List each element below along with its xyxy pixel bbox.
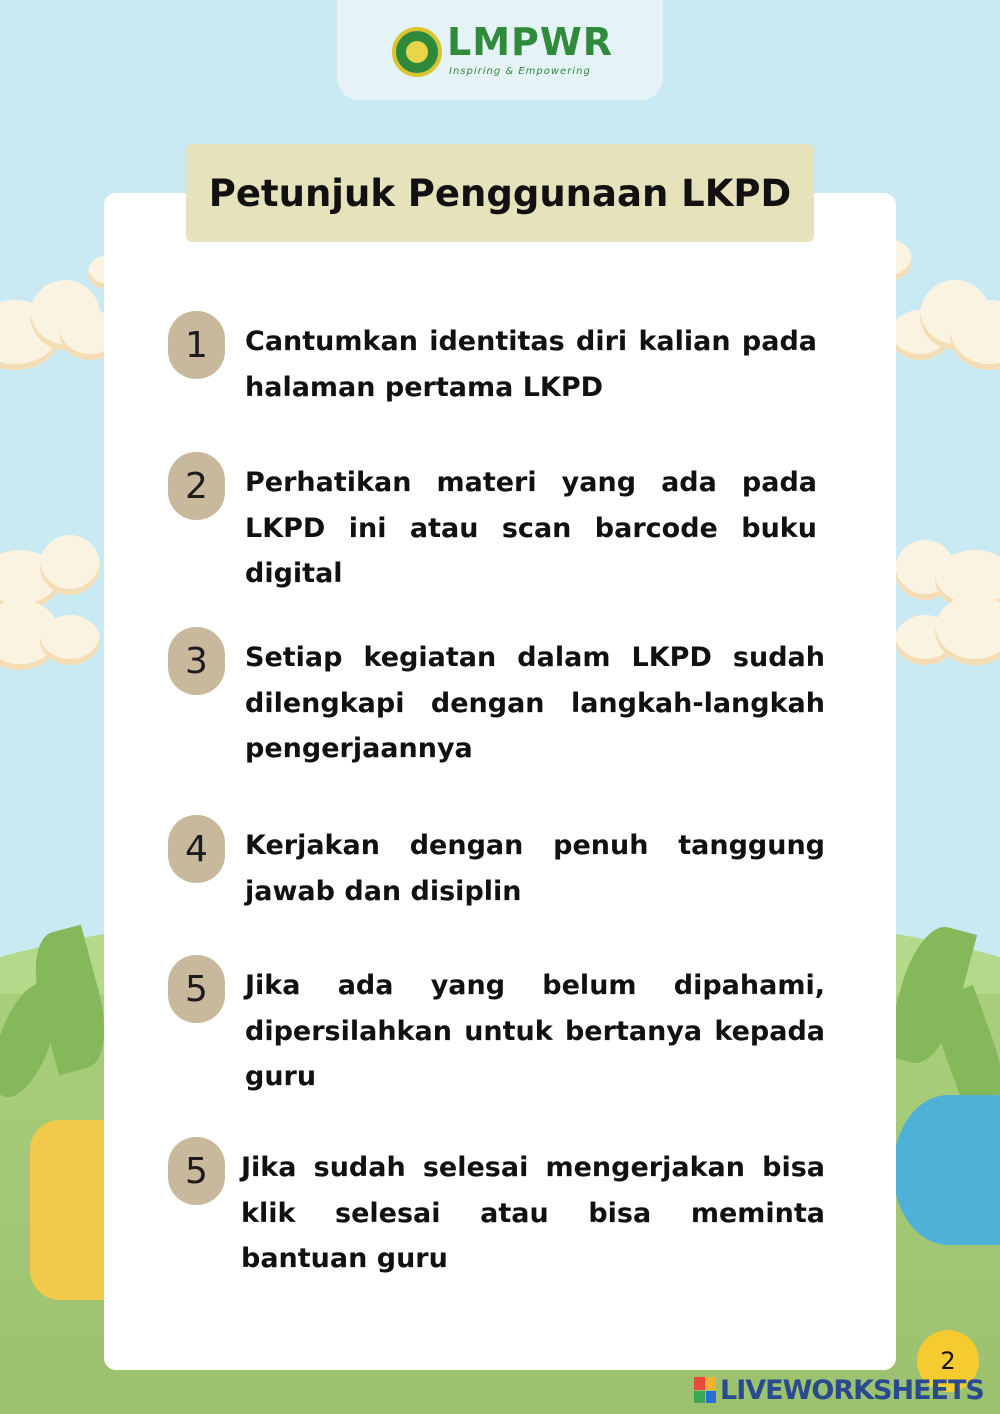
liveworksheets-watermark — [694, 1374, 994, 1406]
globe-illustration — [893, 1095, 1000, 1245]
liveworksheets-logo-icon — [694, 1377, 716, 1403]
step-number-badge: 1 — [168, 311, 225, 379]
step-number-badge: 4 — [168, 815, 225, 883]
step-number-badge: 2 — [168, 452, 225, 520]
step-text: Kerjakan dengan penuh tanggung jawab dan disiplin — [245, 830, 825, 907]
backpack-illustration — [30, 1120, 110, 1300]
cloud-right-low — [895, 590, 1000, 670]
cloud-right-top — [880, 280, 1000, 370]
logo-brand: LMPWR — [447, 20, 614, 64]
university-seal-icon — [392, 27, 442, 77]
step-text: Jika ada yang belum dipahami, dipersilahkan untuk bertanya kepada guru — [245, 970, 825, 1092]
step-text: Jika sudah selesai mengerjakan bisa klik selesai atau bisa meminta bantuan guru — [241, 1152, 825, 1274]
cloud-left-top — [0, 280, 120, 370]
step-text: Perhatikan materi yang ada pada LKPD ini atau scan barcode buku digital — [245, 467, 817, 589]
logo-tagline: Inspiring & Empowering — [449, 66, 591, 77]
step-text: Setiap kegiatan dalam LKPD sudah dilengkapi dengan langkah-langkah pengerjaannya — [245, 642, 825, 764]
logo-header — [337, 0, 663, 100]
step-number-badge: 5 — [168, 1137, 225, 1205]
page-number-badge: 2 — [917, 1330, 979, 1392]
title-banner — [186, 144, 814, 242]
step-number-badge: 3 — [168, 627, 225, 695]
liveworksheets-text: LIVEWORKSHEETS — [720, 1374, 984, 1406]
step-text: Cantumkan identitas diri kalian pada halaman pertama LKPD — [245, 326, 817, 403]
step-number-badge: 5 — [168, 955, 225, 1023]
cloud-left-low — [0, 590, 110, 670]
page-title: Petunjuk Penggunaan LKPD — [208, 171, 792, 215]
